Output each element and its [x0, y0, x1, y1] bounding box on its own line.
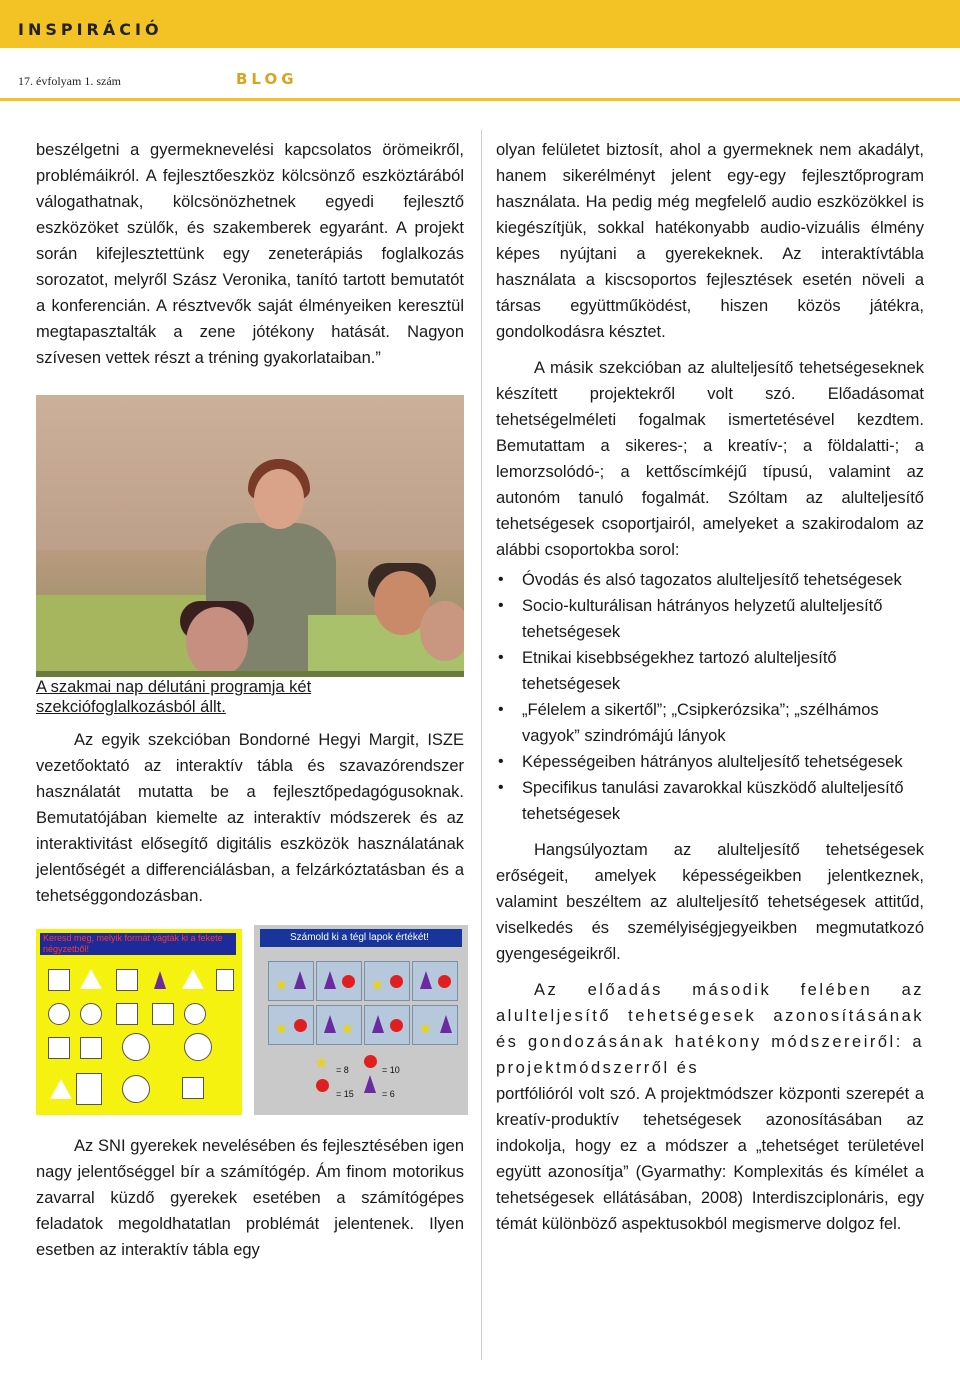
section-label: BLOG — [236, 70, 298, 88]
list-item: • Specifikus tanulási zavarokkal küszködő alulteljesítő tehetségesek — [522, 775, 924, 827]
column-divider — [481, 130, 482, 1360]
list-item: • Óvodás és alsó tagozatos alulteljesítő tehetségesek — [522, 567, 924, 593]
right-column — [496, 137, 924, 1237]
shapes-exercise-screenshot — [36, 929, 242, 1115]
header-divider — [0, 98, 960, 101]
list-item: • Etnikai kisebbségekhez tartozó alulteljesítő tehetségesek — [522, 645, 924, 697]
list-item: • „Félelem a sikertől”; „Csipkerózsika”; „szélhámos vagyok” szindrómájú lányok — [522, 697, 924, 749]
equation-star: = 8 — [336, 1065, 349, 1075]
right-paragraph-2: A másik szekcióban az alulteljesítő tehetségeseknek készített projektekről volt szó. Előadásomat tehetségelméleti fogalmak ismertetésével kezdtem. Bemutattam a sikeres-; a kreatív-; a földalatti-; a lemorzsolódó-; a kettőscímkéjű típusú, valamint az autonóm tanuló fogalmát. Szóltam az alulteljesítő tehetségesek csoportjairól, amelyeket a szakirodalom az alábbi csoportokba sorol: — [496, 359, 924, 559]
right-paragraph-4b: portfólióról volt szó. A projektmódszer központi szerepét a kreatív-produktív tehetségesek azonosításában az indokolja, hogy ez a módszer a „tehetséget területével együtt azonosítja” (Gyarmathy: Komplexitás és kímélet a tehetségesek ellátásában, 2008) Interdiszciplonáris, egy témát különböző aspektusokból megismerve dolgoz fel. — [496, 1085, 924, 1233]
counting-exercise-title: Számold ki a tégl lapok értékét! — [260, 929, 462, 947]
left-paragraph-2: Az egyik szekcióban Bondorné Hegyi Margit, ISZE vezetőoktató az interaktív tábla és szavazórendszer használatát mutatta be a fejlesztőpedagógusoknak. Bemutatójában kiemelte az interaktív módszerek és az interaktivitást elősegítő digitális eszközök használatának jelentőségét a differenciálásban, a felzárkóztatásban és a tehetséggondozásban. — [36, 731, 464, 905]
right-paragraph-3: Hangsúlyoztam az alulteljesítő tehetségesek erőségeit, amelyek képességeikben jelentkeznek, valamint beszéltem az alulteljesítő tehetségesek attitűd, viselkedés és személyiségjegyeikben megmutatkozó gyengeségeikről. — [496, 841, 924, 963]
counting-exercise-screenshot: Számold ki a tégl lapok értékét! ★ ★ ★ ★ ★ ★ = 8 = 10 = 15 = 6 — [254, 925, 468, 1115]
right-paragraph-4a: Az előadás második felében az alulteljesítő tehetségesek azonosításának és gondozásának hatékony módszereiről: a projektmódszerről és — [496, 981, 924, 1077]
list-item: • Képességeiben hátrányos alulteljesítő tehetségesek — [522, 749, 924, 775]
list-item: • Socio-kulturálisan hátrányos helyzetű alulteljesítő tehetségesek — [522, 593, 924, 645]
conference-photo — [36, 395, 464, 677]
equation-triangle: = 6 — [382, 1089, 395, 1099]
shapes-exercise-title: Keresd meg, melyik formát vágták ki a fekete négyzetből! — [40, 933, 236, 955]
issue-label: 17. évfolyam 1. szám — [18, 74, 121, 88]
right-paragraph-1: olyan felületet biztosít, ahol a gyermeknek nem akadályt, hanem sikerélményt jelent egy-egy fejlesztőprogram használata. Ha pedig még megfelelő audio eszközökkel is kiegészítjük, sokkal hatékonyabb audio-vizuális élmény képes nyújtani a gyerekeknek. Az interaktívtábla használata a kiscsoportos fejlesztések esetén növeli a társas együttműködést, hiszen közös játékra, gondolkodásra késztet. — [496, 141, 924, 341]
magazine-title: INSPIRÁCIÓ — [18, 20, 163, 39]
left-paragraph-1: beszélgetni a gyermeknevelési kapcsolatos örömeikről, problémáikról. A fejlesztőeszköz kölcsönző eszköztárából válogathatnak, kölcsönözhetnek egyedi fejlesztő eszközöket szülők, és szakemberek egyaránt. A projekt során kifejlesztettünk egy zeneterápiás foglalkozás sorozatot, melyről Szász Veronika, tanító tartott bemutatót a konferencián. A résztvevők saját élményeiken keresztül megtapasztalták a zene jótékony hatását. Nagyon szívesen vettek részt a tréning gyakorlataiban.” — [36, 141, 464, 367]
photo-caption: A szakmai nap délutáni programja két szekciófoglalkozásból állt. — [36, 678, 312, 716]
screenshots-row — [36, 925, 464, 1115]
equation-dot: = 15 — [336, 1089, 354, 1099]
underachiever-groups-list — [496, 567, 924, 827]
equation-circle: = 10 — [382, 1065, 400, 1075]
left-column — [36, 137, 464, 1263]
left-paragraph-3: Az SNI gyerekek nevelésében és fejlesztésében igen nagy jelentőséggel bír a számítógép. Ám finom motorikus zavarral küzdő gyerekek esetében a számítógépes feladatok megoldhatatlan problémát jelentenek. Ilyen esetben az interaktív tábla egy — [36, 1137, 464, 1259]
